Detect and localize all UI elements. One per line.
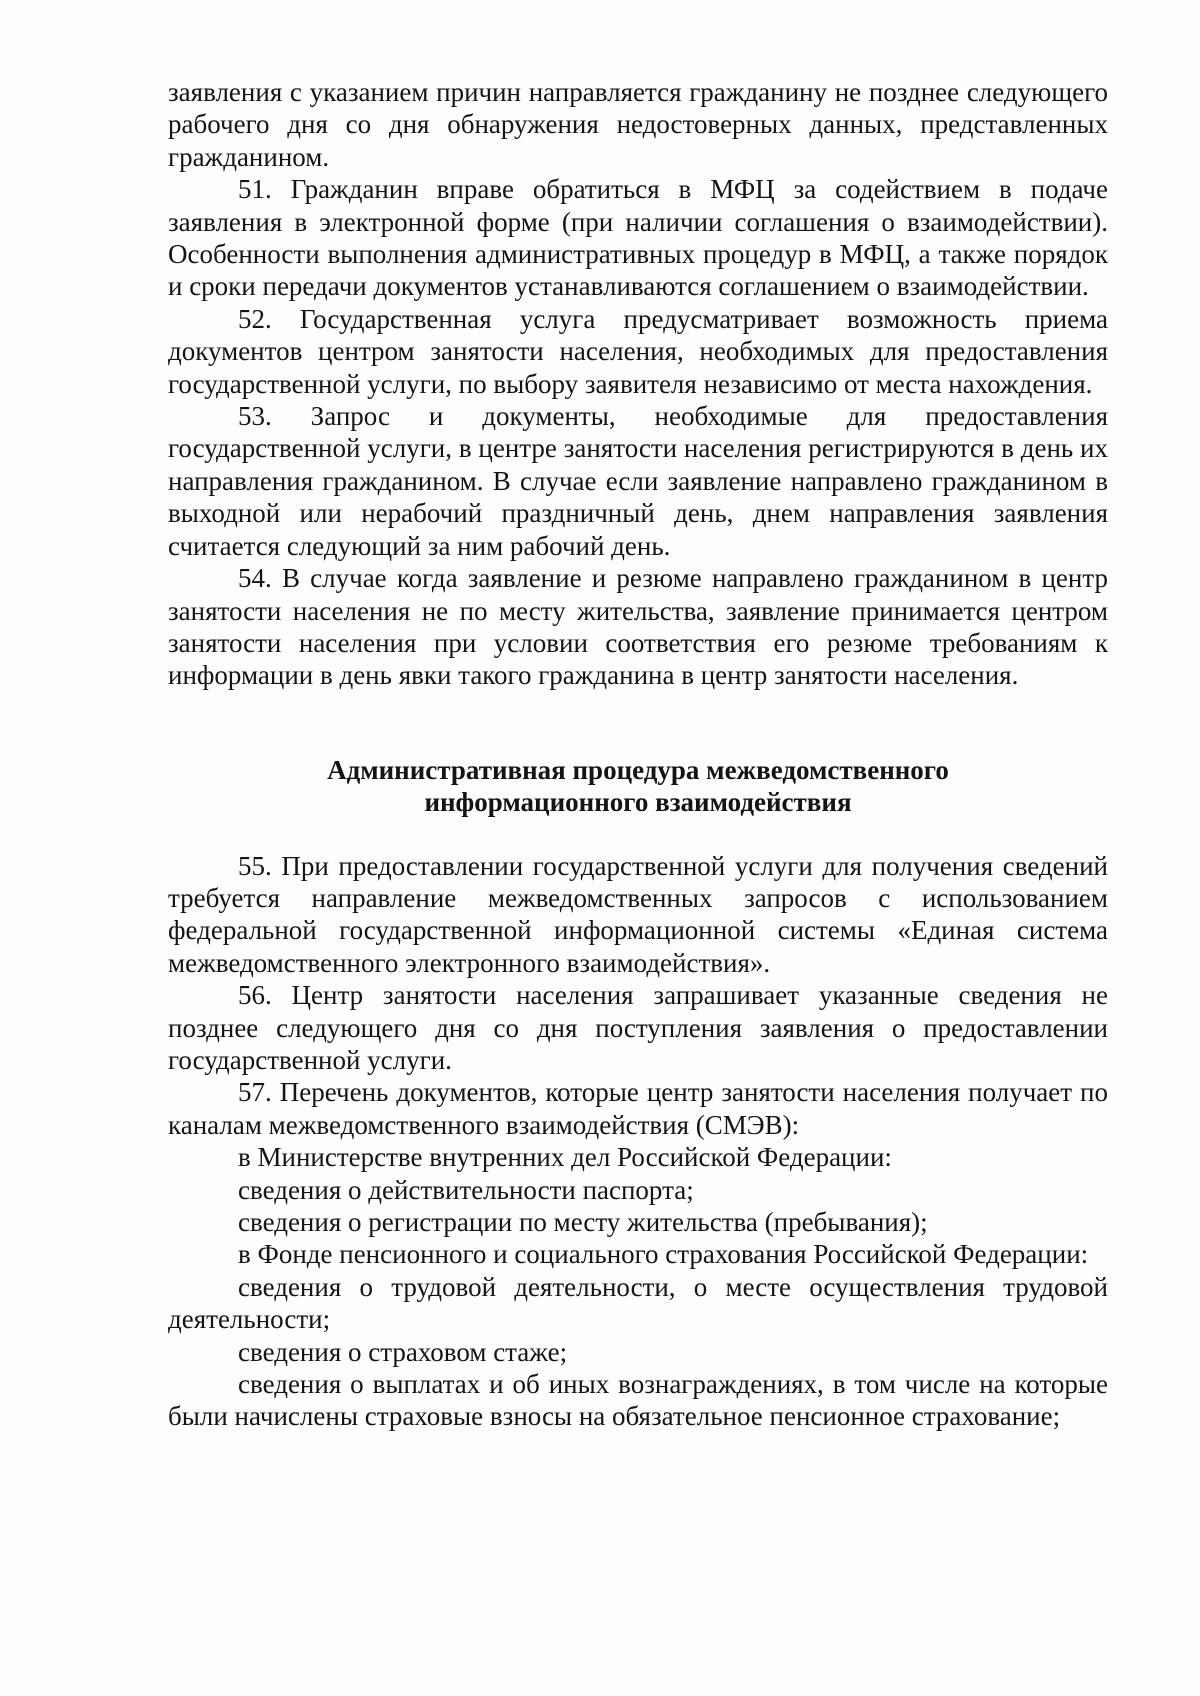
document-body bbox=[168, 76, 1108, 1433]
list-item-registration: сведения о регистрации по месту жительства (пребывания); bbox=[238, 1207, 928, 1237]
list-item-insurance-record: сведения о страховом стаже; bbox=[238, 1336, 568, 1367]
paragraph-51: 51. Гражданин вправе обратиться в МФЦ за содействием в подаче заявления в электронной форме (при наличии соглашения о взаимодействии). Особенности выполнения административных процедур в МФЦ, а также порядок и сроки передачи документов устанавливаются соглашением о взаимодействии. bbox=[168, 174, 1108, 302]
list-item-labor-activity: сведения о трудовой деятельности, о месте осуществления трудовой деятельности; bbox=[168, 1271, 1108, 1335]
list-item-mvd: в Министерстве внутренних дел Российской Федерации: bbox=[238, 1142, 892, 1173]
paragraph-57: 57. Перечень документов, которые центр занятости населения получает по каналам межведомственного взаимодействия (СМЭВ): bbox=[168, 1077, 1108, 1140]
section-heading-line-1: Административная процедура межведомственного bbox=[327, 754, 949, 785]
paragraph-54: 54. В случае когда заявление и резюме направлено гражданином в центр занятости населения не по месту жительства, заявление принимается центром занятости населения при условии соответствия его резюме требованиям к информации в день явки такого гражданина в центр занятости населения. bbox=[168, 563, 1108, 691]
list-item-payments: сведения о выплатах и об иных вознаграждениях, в том числе на которые были начислены страховые взносы на обязательное пенсионное страхование; bbox=[168, 1369, 1108, 1432]
section-heading bbox=[168, 754, 1108, 819]
paragraph-52: 52. Государственная услуга предусматривает возможность приема документов центром занятости населения, необходимых для предоставления государственной услуги, по выбору заявителя независимо от места нахождения. bbox=[168, 303, 1108, 399]
list-item-pension-fund: в Фонде пенсионного и социального страхования Российской Федерации: bbox=[238, 1239, 1089, 1270]
list-item-passport: сведения о действительности паспорта; bbox=[238, 1174, 694, 1205]
section-heading-line-2: информационного взаимодействия bbox=[424, 787, 852, 818]
paragraph-56: 56. Центр занятости населения запрашивает указанные сведения не позднее следующего дня со дня поступления заявления о предоставлении государственной услуги. bbox=[168, 980, 1108, 1075]
paragraph-53: 53. Запрос и документы, необходимые для предоставления государственной услуги, в центре занятости населения регистрируются в день их направления гражданином. В случае если заявление направлено гражданином в выходной или нерабочий праздничный день, днем направления заявления считается следующий за ним рабочий день. bbox=[168, 401, 1108, 561]
paragraph-55: 55. При предоставлении государственной услуги для получения сведений требуется направление межведомственных запросов с использованием федеральной государственной информационной системы «Единая система межведомственного электронного взаимодействия». bbox=[168, 850, 1108, 978]
paragraph-continuation: заявления с указанием причин направляется гражданину не позднее следующего рабочего дня со дня обнаружения недостоверных данных, представленных гражданином. bbox=[168, 77, 1108, 172]
